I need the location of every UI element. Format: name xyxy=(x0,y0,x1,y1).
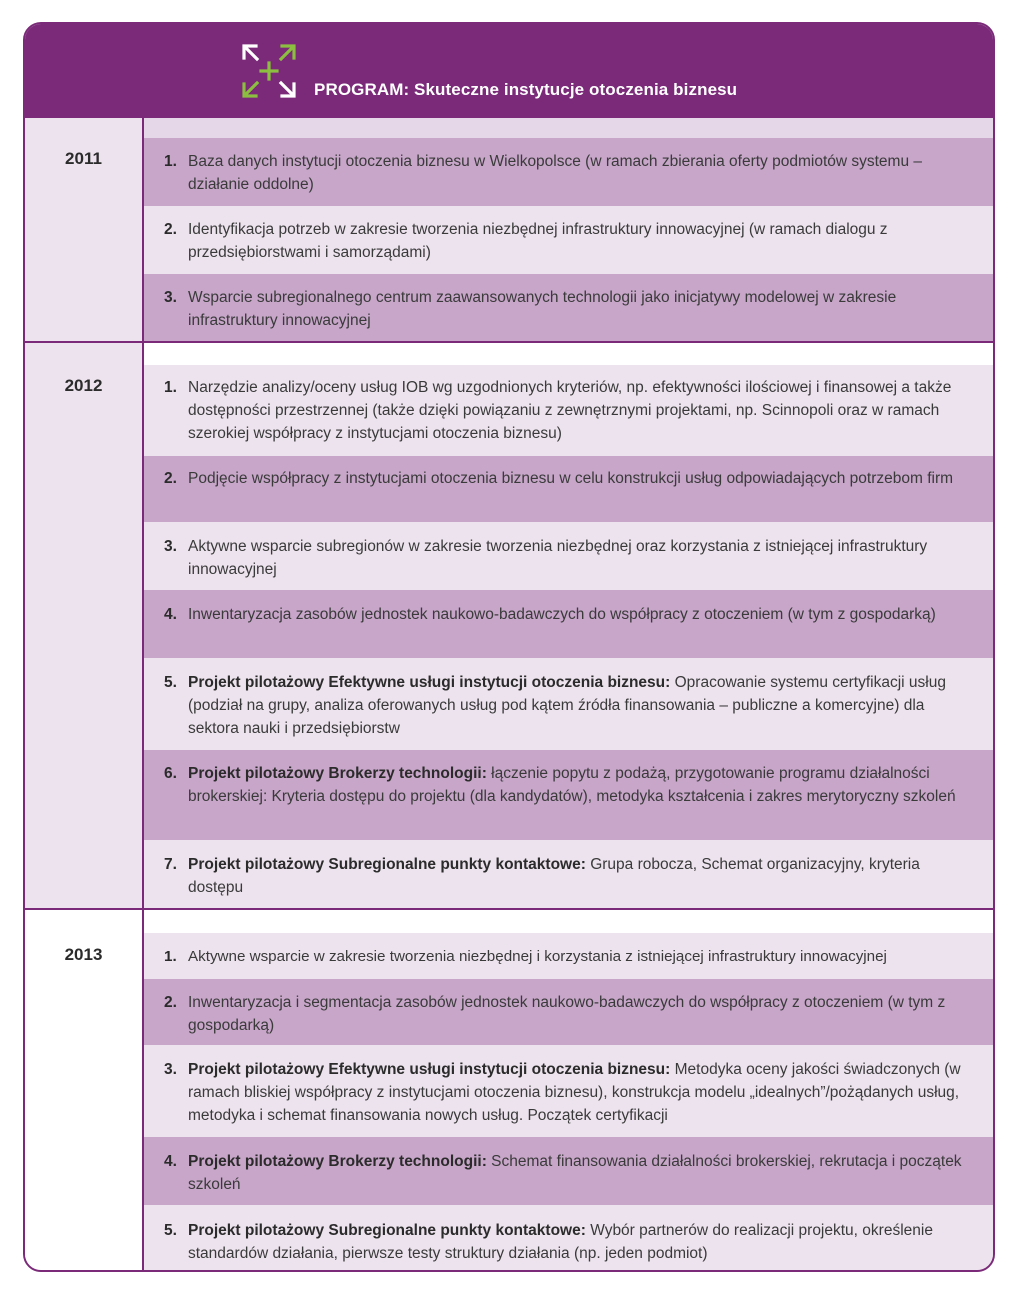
program-header xyxy=(25,24,993,118)
program-card xyxy=(23,22,995,1272)
year-label-2012: 2012 xyxy=(64,376,103,395)
list-item: 5. Projekt pilotażowy Subregionalne punkty kontaktowe: Wybór partnerów do realizacji projektu, określenie standardów działania, pierwsze testy struktury działania (np. jeden podmiot) xyxy=(164,1222,933,1262)
list-item: 1. Narzędzie analizy/oceny usług IOB wg uzgodnionych kryteriów, np. efektywności ilościowej i finansowej a także dostępności przestrzennej (także dzięki powiązaniu z zewnętrznymi projektami, np. Scinnopoli oraz w ramach szerokiej współpracy z instytucjami otoczenia biznesu) xyxy=(164,379,952,442)
list-item: 2. Podjęcie współpracy z instytucjami otoczenia biznesu w celu konstrukcji usług odpowiadających potrzebom firm xyxy=(164,470,954,487)
list-item: 7. Projekt pilotażowy Subregionalne punkty kontaktowe: Grupa robocza, Schemat organizacyjny, kryteria dostępu xyxy=(164,856,920,896)
list-item: 1. Aktywne wsparcie w zakresie tworzenia niezbędnej i korzystania z istniejącej infrastruktury innowacyjnej xyxy=(164,948,887,965)
list-item: 2. Identyfikacja potrzeb w zakresie tworzenia niezbędnej infrastruktury innowacyjnej (w ramach dialogu z przedsiębiorstwami i samorządami) xyxy=(164,221,888,261)
list-item: 5. Projekt pilotażowy Efektywne usługi instytucji otoczenia biznesu: Opracowanie systemu certyfikacji usług (podział na grupy, analiza oferowanych usług pod kątem źródła finansowania – publiczne a komercyjne) dla sektora nauki i przedsiębiorstw xyxy=(164,674,946,737)
list-item: 2. Inwentaryzacja i segmentacja zasobów jednostek naukowo-badawczych do współpracy z otoczeniem (w tym z gospodarką) xyxy=(164,994,946,1034)
list-item: 1. Baza danych instytucji otoczenia biznesu w Wielkopolsce (w ramach zbierania oferty podmiotów systemu – działanie oddolne) xyxy=(164,153,923,193)
program-title: PROGRAM: Skuteczne instytucje otoczenia biznesu xyxy=(314,80,738,99)
year-label-2011: 2011 xyxy=(65,149,102,168)
list-item: 3. Wsparcie subregionalnego centrum zaawansowanych technologii jako inicjatywy modelowej w zakresie infrastruktury innowacyjnej xyxy=(164,289,897,329)
expand-arrows-plus-icon xyxy=(240,42,298,100)
row-spacer xyxy=(144,343,993,365)
list-item: 4. Projekt pilotażowy Brokerzy technologii: Schemat finansowania działalności brokerskiej, rekrutacja i początek szkoleń xyxy=(164,1153,962,1193)
list-item: 3. Aktywne wsparcie subregionów w zakresie tworzenia niezbędnej oraz korzystania z istniejącej infrastruktury innowacyjnej xyxy=(164,538,928,578)
list-item: 4. Inwentaryzacja zasobów jednostek naukowo-badawczych do współpracy z otoczeniem (w tym z gospodarką) xyxy=(164,606,936,623)
year-label-2013: 2013 xyxy=(64,945,103,964)
list-item: 3. Projekt pilotażowy Efektywne usługi instytucji otoczenia biznesu: Metodyka oceny jakości świadczonych (w ramach bliskiej współpracy z instytucjami otoczenia biznesu), konstrukcja modelu „idealnych”/pożądanych usług, metodyka i schemat finansowania nowych usług. Początek certyfikacji xyxy=(164,1061,961,1124)
year-cell-2012 xyxy=(25,343,142,908)
list-item: 6. Projekt pilotażowy Brokerzy technologii: łączenie popytu z podażą, przygotowanie programu działalności brokerskiej: Kryteria dostępu do projektu (dla kandydatów), metodyka kształcenia i zakres merytoryczny szkoleń xyxy=(164,765,956,805)
row-spacer xyxy=(144,910,993,933)
